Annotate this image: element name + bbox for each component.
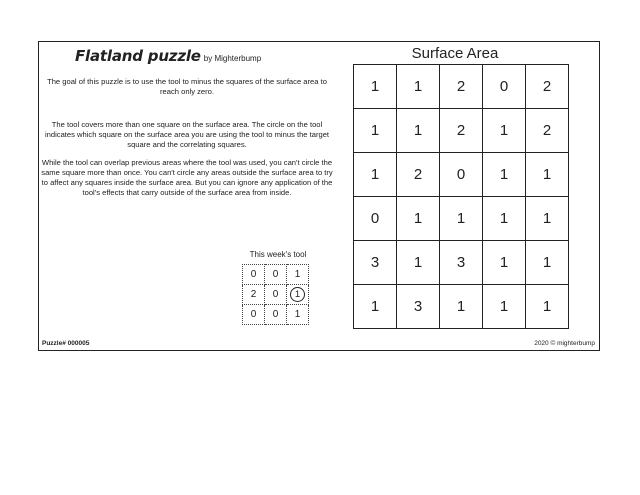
surface-area-cell[interactable]: 1	[354, 65, 397, 109]
tool-cell	[243, 285, 265, 305]
tool-target-circle: 1	[290, 287, 305, 302]
puzzle-byline: by Mighterbump	[203, 54, 262, 63]
surface-area-cell[interactable]: 1	[354, 109, 397, 153]
title-row	[75, 47, 261, 66]
surface-area-row	[354, 65, 569, 109]
surface-area-cell[interactable]: 1	[483, 241, 526, 285]
tool-cell-value: 0	[250, 309, 257, 320]
tool-cell	[287, 265, 309, 285]
tool-row	[243, 285, 309, 305]
tool-cell-value: 1	[294, 309, 301, 320]
tool-cell-value: 0	[272, 269, 279, 280]
surface-area-cell[interactable]: 1	[526, 153, 569, 197]
surface-area-row	[354, 285, 569, 329]
surface-area-row	[354, 109, 569, 153]
surface-area-row	[354, 197, 569, 241]
surface-area-cell[interactable]: 1	[483, 109, 526, 153]
surface-area-grid	[353, 64, 569, 329]
surface-area-cell[interactable]: 2	[397, 153, 440, 197]
surface-area-cell[interactable]: 1	[483, 153, 526, 197]
surface-area-cell[interactable]: 3	[440, 241, 483, 285]
surface-area-cell[interactable]: 1	[397, 109, 440, 153]
surface-area-cell[interactable]: 1	[397, 241, 440, 285]
surface-area-cell[interactable]: 2	[440, 65, 483, 109]
tool-cell-value: 0	[272, 289, 279, 300]
surface-area-cell[interactable]: 2	[440, 109, 483, 153]
surface-area-cell[interactable]: 1	[526, 285, 569, 329]
surface-area-cell[interactable]: 1	[440, 285, 483, 329]
surface-area-row	[354, 153, 569, 197]
tool-cell	[243, 305, 265, 325]
surface-area-cell[interactable]: 3	[354, 241, 397, 285]
tool-cell-value: 0	[272, 309, 279, 320]
surface-area-cell[interactable]: 1	[354, 285, 397, 329]
tool-cell	[243, 265, 265, 285]
surface-area-cell[interactable]: 1	[397, 65, 440, 109]
surface-area-cell[interactable]: 1	[526, 241, 569, 285]
instruction-rules: While the tool can overlap previous areas where the tool was used, you can't circle the same square more than once. You can't circle any areas outside the surface area to try to affect any squares inside the surface area. But you can ignore any application of the tool's effects that carry outside of the surface area from inside.	[41, 158, 333, 197]
surface-area-cell[interactable]: 1	[483, 197, 526, 241]
surface-area-title: Surface Area	[411, 45, 499, 62]
surface-area-cell[interactable]: 1	[354, 153, 397, 197]
instruction-tool: The tool covers more than one square on the surface area. The circle on the tool indicates which square on the surface area you are using the tool to minus the target square and the correlating squares.	[44, 120, 330, 149]
puzzle-title: Flatland puzzle	[75, 47, 201, 65]
surface-area-cell[interactable]: 1	[397, 197, 440, 241]
tool-cell	[265, 265, 287, 285]
tool-cell	[287, 285, 309, 305]
surface-area-cell[interactable]: 3	[397, 285, 440, 329]
copyright: 2020 © mighterbump	[534, 340, 595, 347]
instruction-goal: The goal of this puzzle is to use the tool to minus the squares of the surface area to reach only zero.	[47, 77, 327, 96]
surface-area-cell[interactable]: 2	[526, 65, 569, 109]
tool-row	[243, 265, 309, 285]
tool-caption: This week's tool	[249, 250, 307, 259]
tool-cell	[287, 305, 309, 325]
tool-cell	[265, 305, 287, 325]
tool-grid	[242, 264, 309, 325]
tool-row	[243, 305, 309, 325]
tool-cell-value: 0	[250, 269, 257, 280]
tool-cell-value: 2	[250, 289, 257, 300]
surface-area-cell[interactable]: 1	[526, 197, 569, 241]
surface-area-cell[interactable]: 0	[440, 153, 483, 197]
surface-area-cell[interactable]: 0	[354, 197, 397, 241]
surface-area-row	[354, 241, 569, 285]
surface-area-cell[interactable]: 2	[526, 109, 569, 153]
tool-cell-value: 1	[294, 269, 301, 280]
tool-cell	[265, 285, 287, 305]
surface-area-cell[interactable]: 1	[440, 197, 483, 241]
surface-area-cell[interactable]: 1	[483, 285, 526, 329]
puzzle-sheet	[38, 41, 600, 351]
surface-area-cell[interactable]: 0	[483, 65, 526, 109]
puzzle-number: Puzzle# 000005	[42, 340, 90, 347]
